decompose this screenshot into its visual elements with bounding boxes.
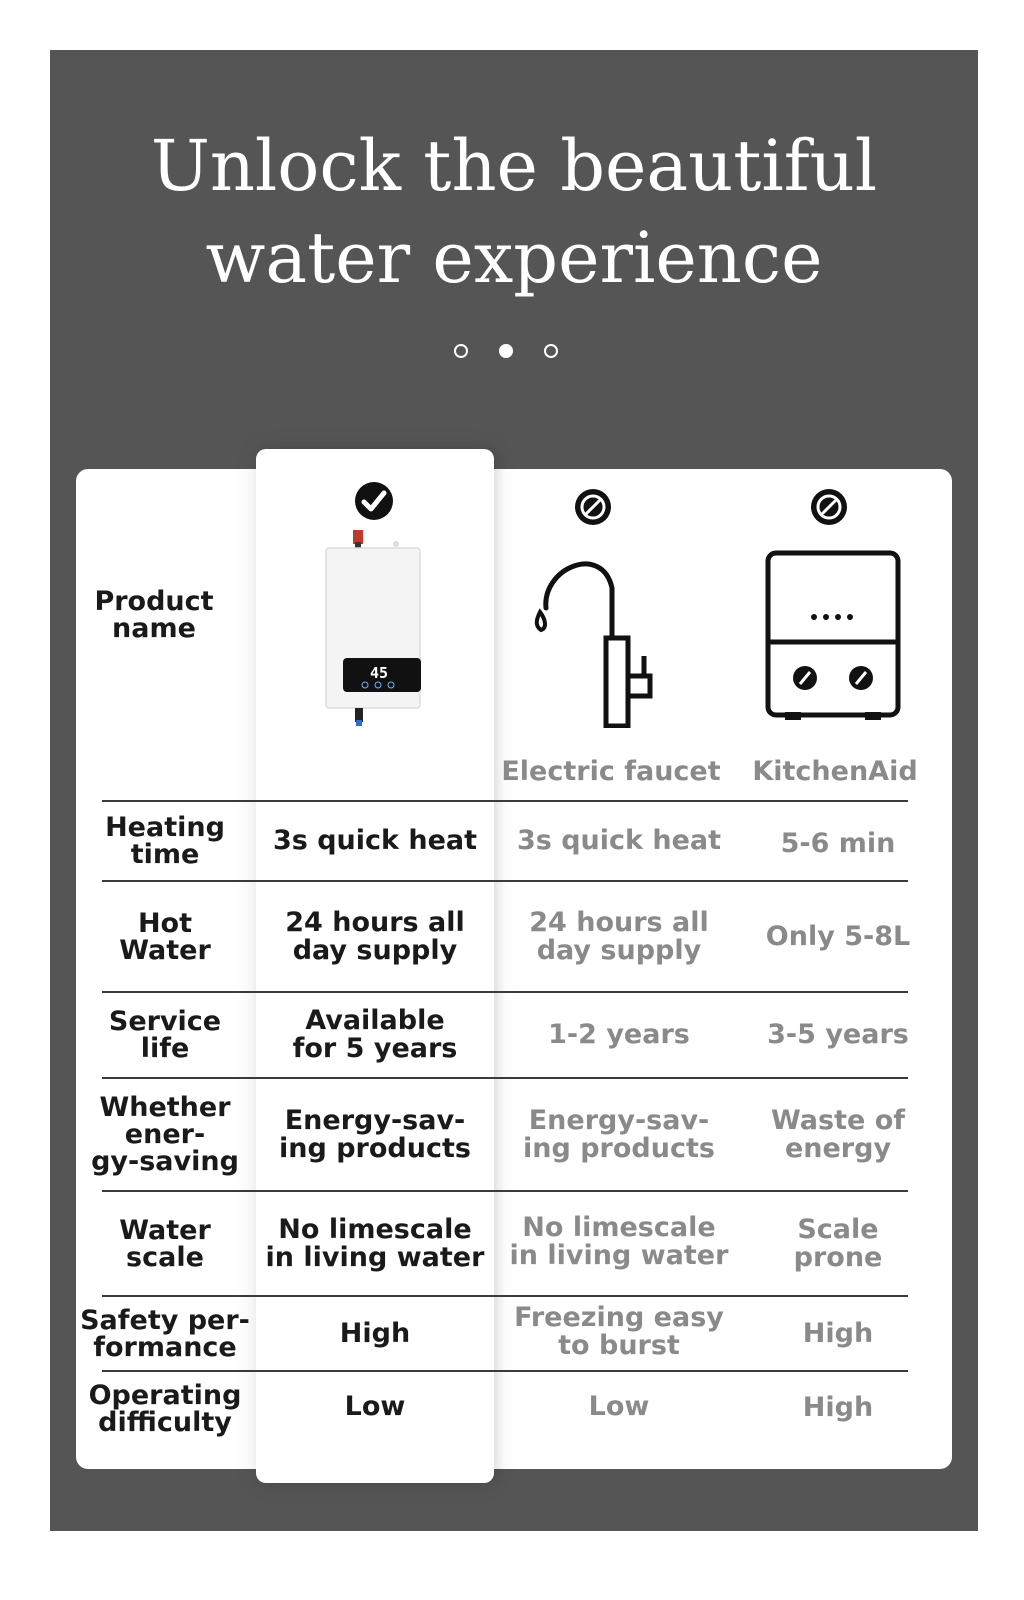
cell-faucet-energy-saving: Energy-sav- ing products xyxy=(523,1104,715,1164)
water-heater-icon xyxy=(318,528,428,728)
prohibited-icon xyxy=(574,488,612,526)
cell-ours-safety-performance: High xyxy=(339,1317,411,1349)
row-label-heating-time: Heating time xyxy=(105,812,225,870)
row-label-safety-performance: Safety per- formance xyxy=(80,1304,250,1363)
row-label-operating-difficulty: Operating difficulty xyxy=(88,1380,242,1438)
cell-faucet-hot-water: 24 hours all day supply xyxy=(529,906,709,966)
cell-ours-hot-water: 24 hours all day supply xyxy=(285,906,465,966)
cell-kitchenaid-operating-difficulty: High xyxy=(802,1392,874,1423)
row-label-water-scale: Water scale xyxy=(119,1214,211,1273)
heater-display-readout: 45 xyxy=(370,664,389,682)
cell-kitchenaid-hot-water: Only 5-8L xyxy=(765,920,911,952)
prohibited-icon xyxy=(810,488,848,526)
check-icon xyxy=(354,481,394,521)
row-label-energy-saving: Whether ener- gy-saving xyxy=(91,1092,239,1177)
tank-heater-icon xyxy=(765,550,903,722)
carousel-dots xyxy=(454,344,558,364)
hero-title-line-2: water experience xyxy=(205,217,823,299)
row-label-service-life: Service life xyxy=(108,1006,222,1064)
product-name-label: Product name xyxy=(94,586,214,644)
cell-faucet-water-scale: No limescale in living water xyxy=(509,1212,729,1271)
carousel-dot-3[interactable] xyxy=(544,344,558,358)
cell-ours-service-life: Available for 5 years xyxy=(292,1005,458,1064)
column-header-faucet: Electric faucet xyxy=(501,756,721,787)
cell-kitchenaid-heating-time: 5-6 min xyxy=(780,828,896,859)
cell-ours-water-scale: No limescale in living water xyxy=(265,1213,485,1273)
cell-faucet-service-life: 1-2 years xyxy=(548,1019,690,1050)
cell-kitchenaid-safety-performance: High xyxy=(802,1317,874,1349)
cell-ours-operating-difficulty: Low xyxy=(344,1391,406,1422)
faucet-icon xyxy=(532,548,672,728)
carousel-dot-1[interactable] xyxy=(454,344,468,358)
cell-faucet-heating-time: 3s quick heat xyxy=(516,825,722,856)
hero-title-line-1: Unlock the beautiful xyxy=(150,125,878,207)
cell-faucet-safety-performance: Freezing easy to burst xyxy=(514,1302,724,1361)
cell-faucet-operating-difficulty: Low xyxy=(588,1391,650,1422)
cell-kitchenaid-energy-saving: Waste of energy xyxy=(770,1104,906,1164)
row-label-hot-water: Hot Water xyxy=(119,907,211,966)
carousel-dot-2-active[interactable] xyxy=(499,344,513,358)
column-header-kitchenaid: KitchenAid xyxy=(752,756,918,787)
cell-ours-heating-time: 3s quick heat xyxy=(272,825,478,856)
cell-ours-energy-saving: Energy-sav- ing products xyxy=(279,1104,471,1164)
cell-kitchenaid-water-scale: Scale prone xyxy=(793,1213,883,1273)
cell-kitchenaid-service-life: 3-5 years xyxy=(767,1019,909,1050)
hero-title xyxy=(50,120,978,304)
